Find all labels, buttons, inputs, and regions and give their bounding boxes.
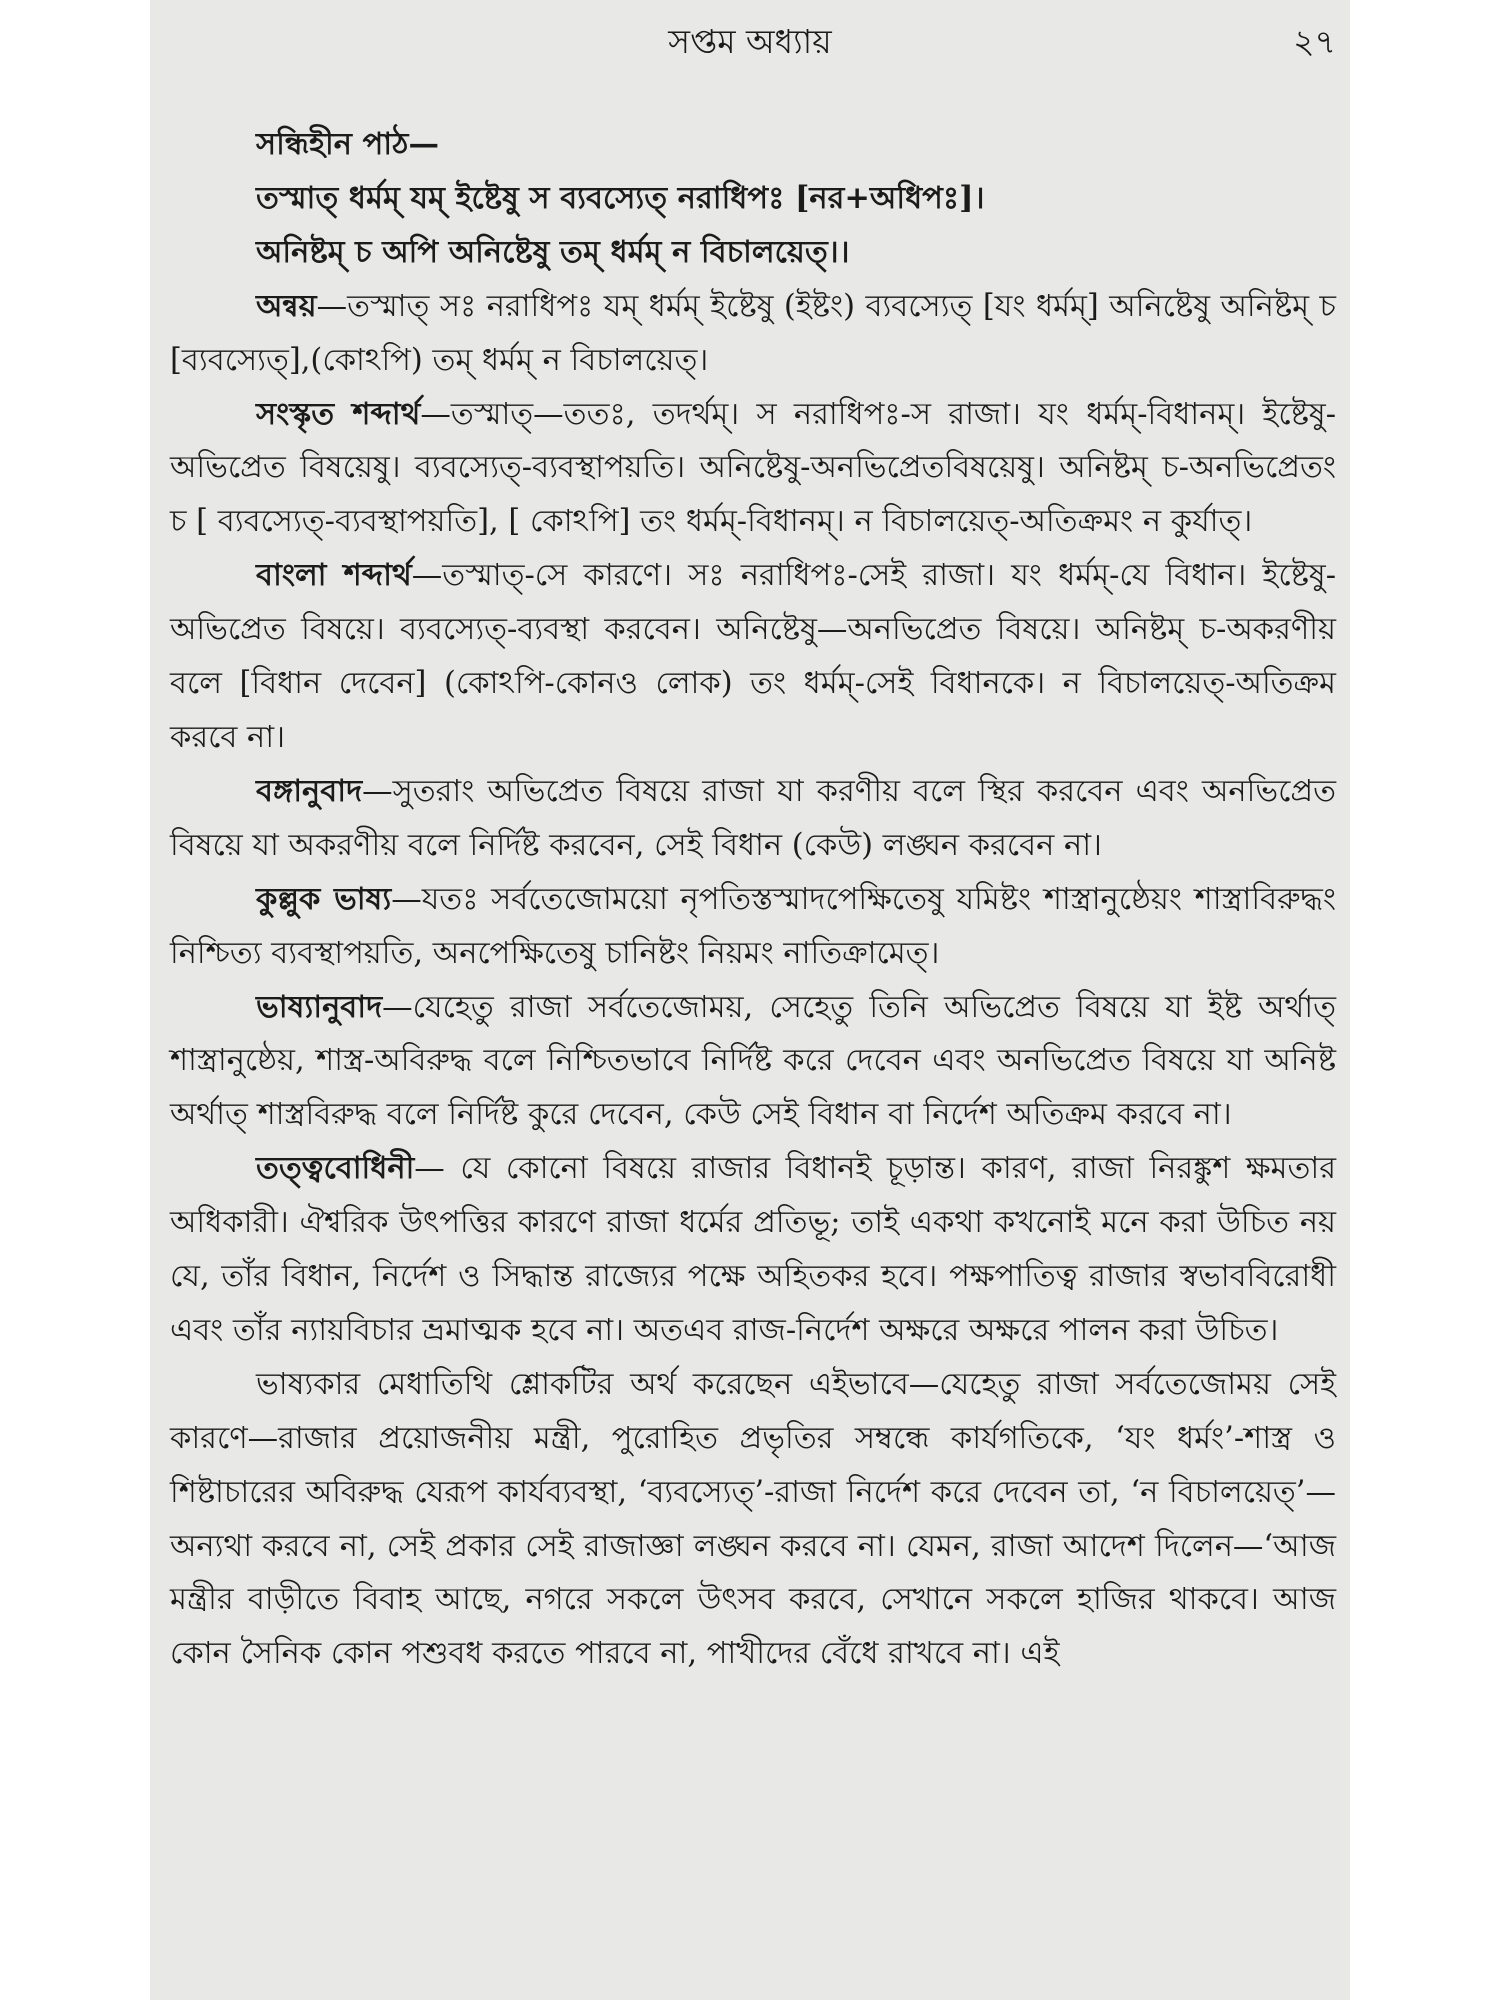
bangla-shabdartha-paragraph — [170, 549, 1336, 765]
section-label-bhashyanuvad: ভাষ্যানুবাদ — [256, 988, 383, 1025]
chapter-title: সপ্তম অধ্যায় — [668, 22, 832, 61]
bangla-shabdartha-text: —তস্মাত্-সে কারণে। সঃ নরাধিপঃ-সেই রাজা। যং ধর্মম্-যে বিধান। ইষ্টেষু-অভিপ্রেত বিষয়ে। ব্যবস্যেত্-ব্যবস্থা করবেন। অনিষ্টেষু—অনভিপ্রেত বিষয়ে। অনিষ্টম্ চ-অকরণীয় বলে [বিধান দেবেন] (কোঽপি-কোনও লোক) তং ধর্মম্-সেই বিধানকে। ন বিচালয়েত্-অতিক্রম করবে না। — [170, 558, 1336, 755]
bhashyanuvad-text: —যেহেতু রাজা সর্বতেজোময়, সেহেতু তিনি অভিপ্রেত বিষয়ে যা ইষ্ট অর্থাত্ শাস্ত্রানুষ্ঠেয়, শাস্ত্র-অবিরুদ্ধ বলে নিশ্চিতভাবে নির্দিষ্ট করে দেবেন এবং অনভিপ্রেত বিষয়ে যা অনিষ্ট অর্থাত্ শাস্ত্রবিরুদ্ধ বলে নির্দিষ্ট কুরে দেবেন, কেউ সেই বিধান বা নির্দেশ অতিক্রম করবে না। — [170, 989, 1336, 1133]
section-label-tattvabodhini: তত্ত্ববোধিনী — [256, 1150, 415, 1187]
banganuvad-paragraph — [170, 765, 1336, 873]
section-label-sanskrit-shabdartha: সংস্কৃত শব্দার্থ — [256, 395, 421, 432]
page-number: ২৭ — [1293, 22, 1336, 61]
kulluk-bhashya-text: —যতঃ সর্বতেজোময়ো নৃপতিস্তস্মাদপেক্ষিতেষু যমিষ্টং শাস্ত্রানুষ্ঠেয়ং শাস্ত্রাবিরুদ্ধং নিশ্চিত্য ব্যবস্থাপয়তি, অনপেক্ষিতেষু চানিষ্টং নিয়মং নাতিক্রামেত্। — [170, 881, 1336, 971]
section-label-banganuvad: বঙ্গানুবাদ — [256, 772, 363, 809]
section-label-sandhihin: সন্ধিহীন পাঠ— — [256, 126, 439, 162]
section-label-kulluk-bhashya: কুল্লুক ভাষ্য — [256, 880, 392, 917]
section-label-anvay: অন্বয় — [256, 287, 317, 324]
bhashyanuvad-paragraph — [170, 981, 1336, 1143]
tattvabodhini-paragraph — [170, 1142, 1336, 1358]
sanskrit-shabdartha-text: —তস্মাত্—ততঃ, তদর্থম্। স নরাধিপঃ-স রাজা। যং ধর্মম্-বিধানম্। ইষ্টেষু-অভিপ্রেত বিষয়েষু। ব্যবস্যেত্-ব্যবস্থাপয়তি। অনিষ্টেষু-অনভিপ্রেতবিষয়েষু। অনিষ্টম্ চ-অনভিপ্রেতং চ [ ব্যবস্যেত্-ব্যবস্থাপয়তি], [ কোঽপি] তং ধর্মম্-বিধানম্। ন বিচালয়েত্-অতিক্রমং ন কুর্যাত্। — [170, 396, 1337, 540]
banganuvad-text: —সুতরাং অভিপ্রেত বিষয়ে রাজা যা করণীয় বলে স্থির করবেন এবং অনভিপ্রেত বিষয়ে যা অকরণীয় বলে নির্দিষ্ট করবেন, সেই বিধান (কেউ) লঙ্ঘন করবেন না। — [170, 773, 1336, 863]
page-body — [170, 118, 1336, 1681]
sandhihin-paragraph — [170, 118, 1336, 172]
kulluk-bhashya-paragraph — [170, 873, 1336, 981]
verse-line-1: তস্মাত্ ধর্মম্ যম্ ইষ্টেষু স ব্যবস্যেত্ নরাধিপঃ [নর+অধিপঃ]। — [256, 179, 985, 216]
anvay-text: —তস্মাত্ সঃ নরাধিপঃ যম্ ধর্মম্ ইষ্টেষু (ইষ্টং) ব্যবস্যেত্ [যং ধর্মম্] অনিষ্টেষু অনিষ্টম্ চ [ব্যবস্যেত্],(কোঽপি) তম্ ধর্মম্ ন বিচালয়েত্। — [170, 288, 1336, 378]
medhatithi-paragraph: ভাষ্যকার মেধাতিথি শ্লোকটির অর্থ করেছেন এইভাবে—যেহেতু রাজা সর্বতেজোময় সেই কারণে—রাজার প্রয়োজনীয় মন্ত্রী, পুরোহিত প্রভৃতির সম্বন্ধে কার্যগতিকে, ‘যং ধর্মং’-শাস্ত্র ও শিষ্টাচারের অবিরুদ্ধ যেরূপ কার্যব্যবস্থা, ‘ব্যবস্যেত্’-রাজা নির্দেশ করে দেবেন তা, ‘ন বিচালয়েত্’—অন্যথা করবে না, সেই প্রকার সেই রাজাজ্ঞা লঙ্ঘন করবে না। যেমন, রাজা আদেশ দিলেন—‘আজ মন্ত্রীর বাড়ীতে বিবাহ আছে, নগরে সকলে উৎসব করবে, সেখানে সকলে হাজির থাকবে। আজ কোন সৈনিক কোন পশুবধ করতে পারবে না, পাখীদের বেঁধে রাখবে না। এই — [170, 1366, 1336, 1672]
sanskrit-shabdartha-paragraph — [170, 388, 1336, 550]
tattvabodhini-text: — যে কোনো বিষয়ে রাজার বিধানই চূড়ান্ত। কারণ, রাজা নিরঙ্কুশ ক্ষমতার অধিকারী। ঐশ্বরিক উৎপত্তির কারণে রাজা ধর্মের প্রতিভূ; তাই একথা কখনোই মনে করা উচিত নয় যে, তাঁর বিধান, নির্দেশ ও সিদ্ধান্ত রাজ্যের পক্ষে অহিতকর হবে। পক্ষপাতিত্ব রাজার স্বভাববিরোধী এবং তাঁর ন্যায়বিচার ভ্রমাত্মক হবে না। অতএব রাজ-নির্দেশ অক্ষরে অক্ষরে পালন করা উচিত। — [170, 1151, 1336, 1348]
anvay-paragraph — [170, 280, 1336, 388]
verse-line-2: অনিষ্টম্ চ অপি অনিষ্টেষু তম্ ধর্মম্ ন বিচালয়েত্।। — [256, 233, 850, 270]
section-label-bangla-shabdartha: বাংলা শব্দার্থ — [256, 557, 412, 594]
book-page — [150, 0, 1350, 2000]
